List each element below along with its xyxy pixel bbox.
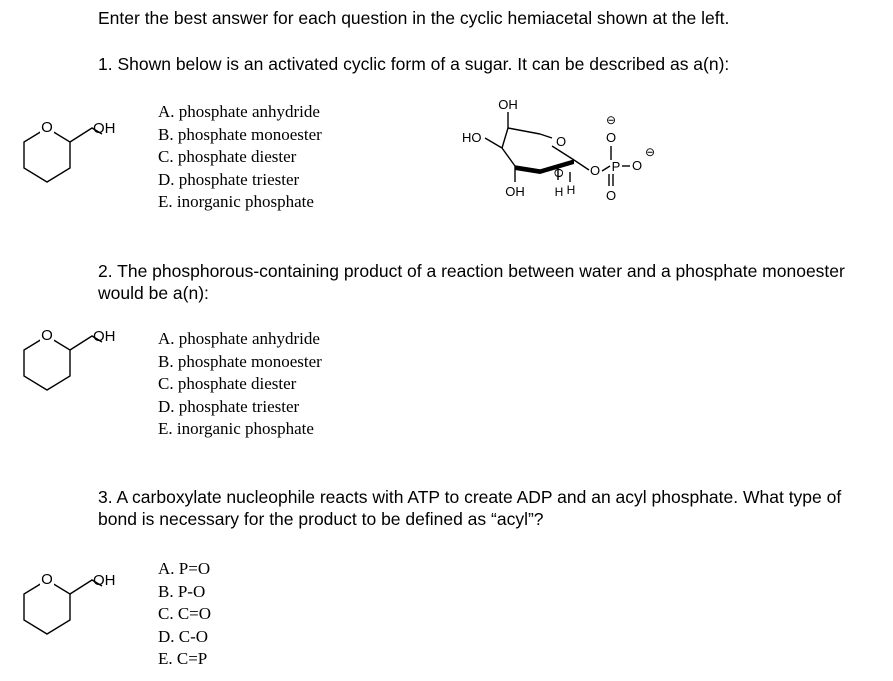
hydroxyl-label: OH: [93, 328, 116, 345]
option-c[interactable]: C. phosphate diester: [158, 374, 297, 393]
option-c[interactable]: C. C=O: [158, 604, 212, 623]
hemiacetal-structure-2: [0, 318, 140, 398]
double-bond-oxygen-label: O: [605, 188, 617, 203]
ring-oxygen-label: O: [41, 571, 53, 588]
option-c[interactable]: C. phosphate diester: [158, 147, 297, 166]
hydrogen-label: H: [554, 185, 564, 199]
hydrogen-label-2: H: [566, 183, 576, 197]
question-3-options: [158, 558, 211, 671]
question-2-options: [158, 328, 322, 441]
question-2-prompt: 2. The phosphorous-containing product of a reaction between water and a phosphate monoester would be a(n):: [98, 261, 845, 303]
negative-charge-icon-2: ⊖: [644, 145, 656, 159]
option-e[interactable]: E. C=P: [158, 649, 208, 668]
question-1-prompt: 1. Shown below is an activated cyclic form of a sugar. It can be described as a(n):: [98, 54, 730, 74]
question-1-options: [158, 101, 322, 214]
ring-oxygen-label: O: [41, 327, 53, 344]
option-d[interactable]: D. C-O: [158, 626, 209, 646]
phosphorus-label: P: [611, 159, 621, 174]
option-e[interactable]: E. inorganic phosphate: [158, 192, 314, 211]
option-e[interactable]: E. inorganic phosphate: [158, 419, 314, 438]
ho-label: HO: [462, 130, 482, 145]
option-a[interactable]: A. phosphate anhydride: [158, 329, 320, 348]
negative-charge-icon: ⊖: [605, 113, 617, 127]
bridging-oxygen-label: O: [589, 163, 601, 178]
option-a[interactable]: A. phosphate anhydride: [158, 102, 320, 121]
ring-oxygen-label: O: [41, 119, 53, 136]
option-d[interactable]: D. phosphate triester: [158, 169, 300, 189]
option-a[interactable]: A. P=O: [158, 559, 211, 578]
option-b[interactable]: B. phosphate monoester: [158, 351, 322, 371]
right-phosphate-oxygen-label: O: [631, 158, 643, 173]
option-d[interactable]: D. phosphate triester: [158, 396, 300, 416]
top-phosphate-oxygen-label: O: [605, 130, 617, 145]
sugar-phosphate-structure: [440, 90, 700, 210]
bottom-hydroxyl-label: OH: [505, 184, 525, 199]
anomeric-oxygen-label: O: [552, 168, 566, 178]
instructions: Enter the best answer for each question in the cyclic hemiacetal shown at the left.: [98, 8, 730, 28]
hemiacetal-structure-1: [0, 110, 140, 190]
top-hydroxyl-label: OH: [498, 97, 518, 112]
option-b[interactable]: B. P-O: [158, 581, 206, 601]
hemiacetal-structure-3: [0, 562, 140, 642]
hydroxyl-label: OH: [93, 572, 116, 589]
question-3-prompt: 3. A carboxylate nucleophile reacts with ATP to create ADP and an acyl phosphate. What type of bond is necessary for the product to be defined as “acyl”?: [98, 487, 842, 529]
ring-oxygen-label: O: [556, 134, 567, 149]
hydroxyl-label: OH: [93, 120, 116, 137]
option-b[interactable]: B. phosphate monoester: [158, 124, 322, 144]
